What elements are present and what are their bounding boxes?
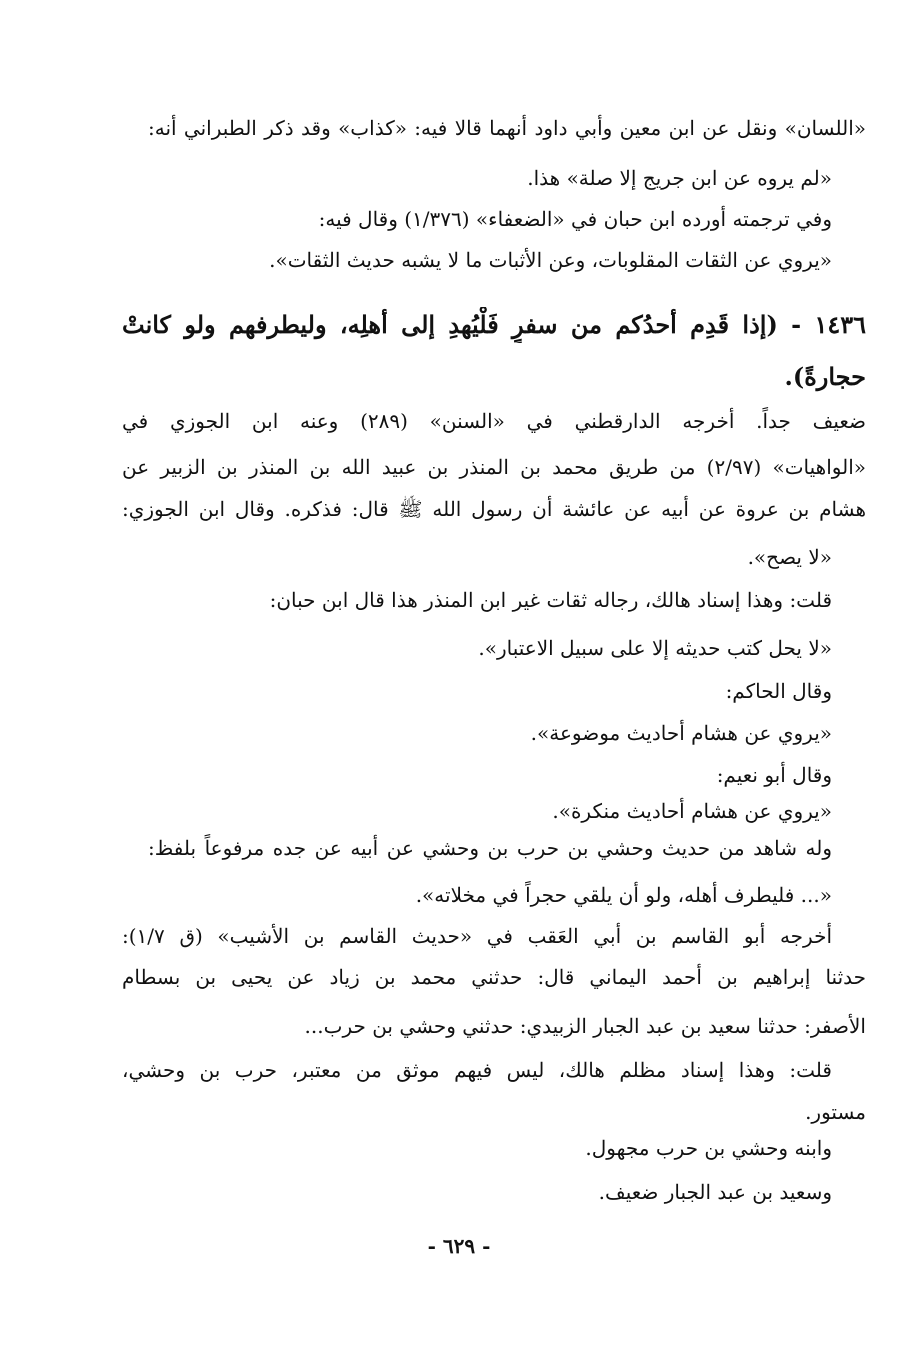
text-line-13: وقال الحاكم: bbox=[725, 679, 832, 703]
text-line-8: «الواهيات» (٢/٩٧) من طريق محمد بن المنذر بن عبيد الله بن المنذر بن الزبير عن bbox=[122, 455, 866, 479]
hadith-title-line-1: ١٤٣٦ - (إذا قَدِم أحدُكم من سفرٍ فَلْيُهدِ إلى أهلِه، وليطرفهم ولو كانتْ bbox=[122, 310, 866, 339]
text-line-9: هشام بن عروة عن أبيه عن عائشة أن رسول الله ﷺ قال: فذكره. وقال ابن الجوزي: bbox=[122, 497, 866, 521]
text-line-3: وفي ترجمته أورده ابن حبان في «الضعفاء» (١/٣٧٦) وقال فيه: bbox=[318, 207, 832, 231]
text-line-12: «لا يحل كتب حديثه إلا على سبيل الاعتبار». bbox=[478, 636, 832, 660]
text-line-15: وقال أبو نعيم: bbox=[716, 763, 832, 787]
text-line-23: مستور. bbox=[805, 1100, 866, 1124]
text-line-11: قلت: وهذا إسناد هالك، رجاله ثقات غير ابن المنذر هذا قال ابن حبان: bbox=[269, 588, 832, 612]
hadith-title-line-2: حجارةً). bbox=[784, 362, 866, 391]
text-line-24: وابنه وحشي بن حرب مجهول. bbox=[585, 1136, 832, 1160]
text-line-4: «يروي عن الثقات المقلوبات، وعن الأثبات ما لا يشبه حديث الثقات». bbox=[269, 248, 832, 272]
page-number: - ٦٢٩ - bbox=[427, 1234, 491, 1258]
text-line-21: الأصفر: حدثنا سعيد بن عبد الجبار الزبيدي: حدثني وحشي بن حرب... bbox=[304, 1014, 866, 1038]
text-line-22: قلت: وهذا إسناد مظلم هالك، ليس فيهم موثق من معتبر، حرب بن وحشي، bbox=[122, 1058, 832, 1082]
text-line-7: ضعيف جداً. أخرجه الدارقطني في «السنن» (٢٨٩) وعنه ابن الجوزي في bbox=[122, 409, 866, 433]
text-line-25: وسعيد بن عبد الجبار ضعيف. bbox=[598, 1180, 832, 1204]
text-line-19: أخرجه أبو القاسم بن أبي العَقب في «حديث القاسم بن الأشيب» (ق ١/٧): bbox=[122, 924, 832, 948]
text-line-14: «يروي عن هشام أحاديث موضوعة». bbox=[530, 721, 832, 745]
text-line-16: «يروي عن هشام أحاديث منكرة». bbox=[552, 799, 832, 823]
text-line-18: «... فليطرف أهله، ولو أن يلقي حجراً في مخلاته». bbox=[415, 883, 832, 907]
text-line-20: حدثنا إبراهيم بن أحمد اليماني قال: حدثني محمد بن زياد عن يحيى بن بسطام bbox=[122, 965, 866, 989]
text-line-2: «لم يروه عن ابن جريج إلا صلة» هذا. bbox=[527, 166, 832, 190]
text-line-17: وله شاهد من حديث وحشي بن حرب بن وحشي عن أبيه عن جده مرفوعاً بلفظ: bbox=[148, 836, 832, 860]
text-line-1: «اللسان» ونقل عن ابن معين وأبي داود أنهما قالا فيه: «كذاب» وقد ذكر الطبراني أنه: bbox=[148, 116, 866, 140]
text-line-10: «لا يصح». bbox=[747, 545, 832, 569]
